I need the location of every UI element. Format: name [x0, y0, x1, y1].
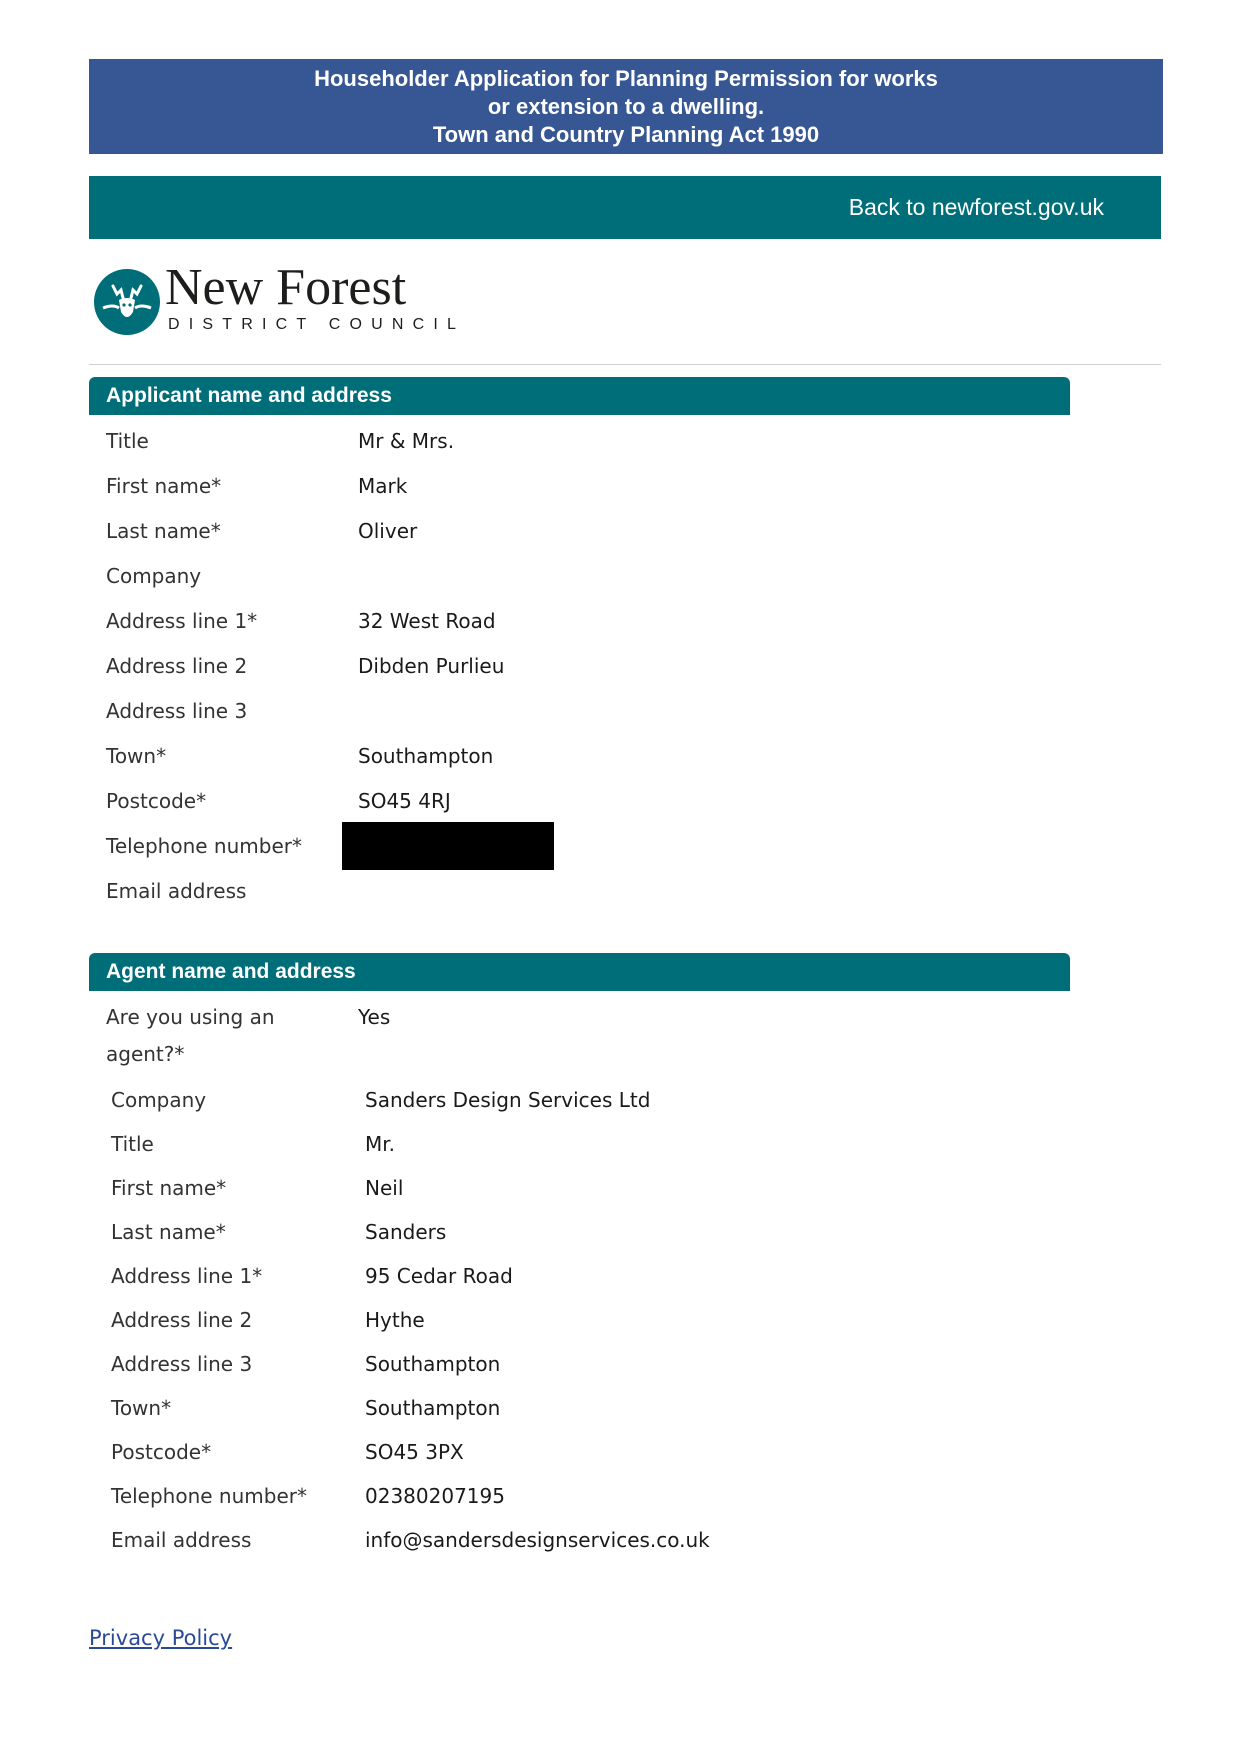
field-value: Sanders Design Services Ltd [365, 1088, 651, 1112]
field-label: Email address [106, 879, 247, 903]
field-label: First name* [111, 1176, 227, 1200]
stag-crest-icon [93, 268, 161, 336]
title-line-2: or extension to a dwelling. [487, 94, 765, 119]
field-label: Email address [111, 1528, 252, 1552]
field-value: Mr. [365, 1132, 395, 1156]
field-value: info@sandersdesignservices.co.uk [365, 1528, 710, 1552]
field-label: Are you using an agent?* [106, 1005, 275, 1066]
field-label: Town* [111, 1396, 172, 1420]
logo-name: New Forest [165, 259, 407, 316]
field-value: 32 West Road [358, 609, 496, 633]
field-value: Sanders [365, 1220, 447, 1244]
field-value: 95 Cedar Road [365, 1264, 513, 1288]
field-label: Postcode* [106, 789, 207, 813]
field-value: Southampton [358, 744, 494, 768]
field-label: Telephone number* [106, 834, 302, 858]
field-value: 02380207195 [365, 1484, 505, 1508]
field-label: Address line 3 [106, 699, 248, 723]
field-label: Address line 1* [111, 1264, 263, 1288]
field-value: Hythe [365, 1308, 425, 1332]
field-label: Address line 2 [111, 1308, 253, 1332]
redaction-block [342, 822, 554, 870]
field-label: First name* [106, 474, 222, 498]
logo-subtitle: DISTRICT COUNCIL [168, 316, 466, 333]
field-value: Southampton [365, 1396, 501, 1420]
navigation-bar [89, 176, 1161, 239]
title-line-1: Householder Application for Planning Permission for works [314, 66, 938, 91]
field-label: Title [106, 429, 149, 453]
field-label: Title [111, 1132, 154, 1156]
field-value: Southampton [365, 1352, 501, 1376]
field-value: Dibden Purlieu [358, 654, 505, 678]
back-to-site-link[interactable]: Back to newforest.gov.uk [848, 194, 1104, 220]
field-value: Mr & Mrs. [358, 429, 455, 453]
applicant-section-heading: Applicant name and address [89, 377, 1070, 415]
field-label: Postcode* [111, 1440, 212, 1464]
council-logo [93, 259, 466, 342]
field-label: Address line 1* [106, 609, 258, 633]
title-line-3: Town and Country Planning Act 1990 [432, 122, 820, 147]
field-value: SO45 4RJ [358, 789, 451, 813]
application-title-banner [89, 59, 1163, 154]
field-label: Address line 2 [106, 654, 248, 678]
field-value: Yes [358, 1005, 391, 1029]
field-value: Mark [358, 474, 408, 498]
field-value: Oliver [358, 519, 418, 543]
field-label: Company [111, 1088, 207, 1112]
field-label: Company [106, 564, 202, 588]
field-value: SO45 3PX [365, 1440, 464, 1464]
divider [89, 364, 1161, 365]
field-label: Last name* [111, 1220, 226, 1244]
field-label: Last name* [106, 519, 221, 543]
field-value: Neil [365, 1176, 404, 1200]
field-label: Town* [106, 744, 167, 768]
field-label: Address line 3 [111, 1352, 253, 1376]
privacy-policy-link[interactable]: Privacy Policy [89, 1626, 233, 1650]
agent-section-heading: Agent name and address [89, 953, 1070, 991]
field-label: Telephone number* [111, 1484, 307, 1508]
